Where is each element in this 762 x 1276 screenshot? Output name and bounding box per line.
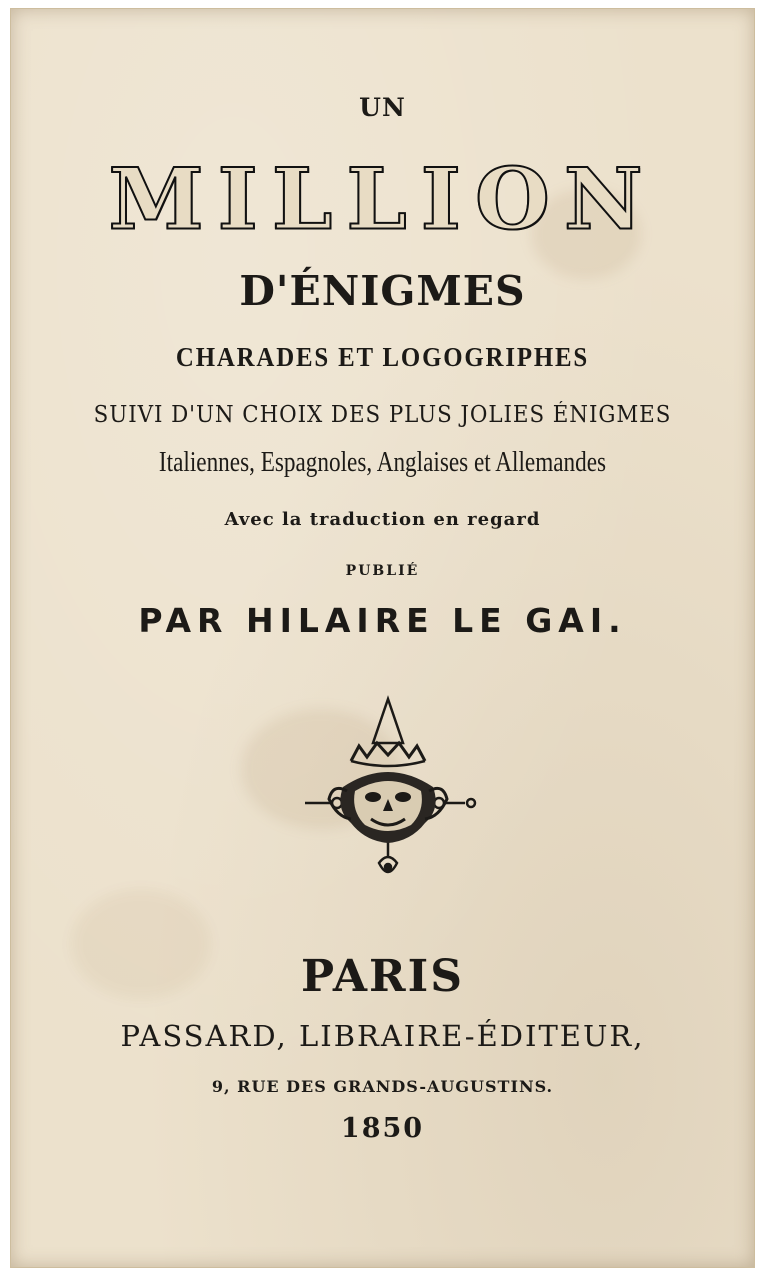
subtitle-languages: Italiennes, Espagnoles, Anglaises et Allemandes [158,446,607,478]
translation-note: Avec la traduction en regard [224,509,541,530]
imprint-year: 1850 [340,1113,425,1144]
crowned-face-vignette-icon [293,691,483,891]
title-un: UN [359,93,406,122]
imprint-publisher: PASSARD, LIBRAIRE-ÉDITEUR, [120,1019,645,1053]
book-title-page [10,8,755,1268]
imprint-city: PARIS [301,951,464,1002]
title-enigmes: D'ÉNIGMES [239,267,526,315]
imprint-address: 9, RUE DES GRANDS-AUGUSTINS. [211,1077,554,1096]
subtitle-suivi: SUIVI D'UN CHOIX DES PLUS JOLIES ÉNIGMES [93,402,672,428]
author-line: PAR HILAIRE LE GAI. [138,601,627,640]
title-million: MILLION [108,150,657,249]
published-label: PUBLIÉ [345,563,420,579]
subtitle-charades: CHARADES ET LOGOGRIPHES [175,342,590,372]
